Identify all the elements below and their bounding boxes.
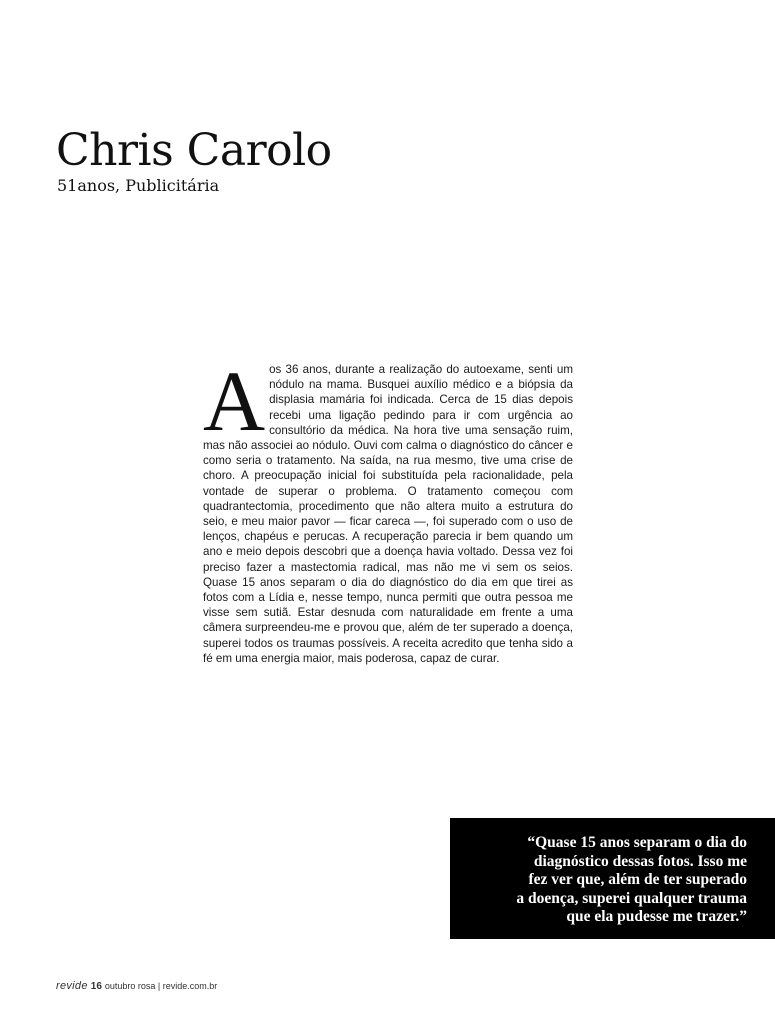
pull-quote-line: fez ver que, além de ter superado [528, 871, 747, 888]
footer-section: outubro rosa | revide.com.br [104, 981, 218, 991]
pull-quote [450, 834, 747, 927]
page-footer [56, 980, 217, 993]
profile-name: Chris Carolo [56, 125, 332, 176]
pull-quote-line: que ela pudesse me trazer.” [566, 908, 747, 925]
pull-quote-box [450, 818, 775, 939]
article-body [203, 353, 573, 666]
footer-page-number: 16 [90, 981, 102, 992]
profile-details: 51anos, Publicitária [57, 176, 220, 195]
pull-quote-line: a doença, superei qualquer trauma [516, 889, 747, 907]
article-text: os 36 anos, durante a realização do autoexame, senti um nódulo na mama. Busquei auxílio médico e a biópsia da displasia mamária foi indicada. Cerca de 15 dias depois recebi uma ligação pedindo para ir com urgência ao consultório da médica. Na hora tive uma sensação ruim, mas não associei ao nódulo. Ouvi com calma o diagnóstico do câncer e como seria o tratamento. Na saída, na rua mesmo, tive uma crise de choro. A preocupação inicial foi substituída pela racionalidade, pela vontade de superar o problema. O tratamento começou com quadrantectomia, procedimento que não altera muito a estrutura do seio, e meu maior pavor — ficar careca —, foi superado com o uso de lenços, chapéus e perucas. A recuperação parecia ir bem quando um ano e meio depois descobri que a doença havia voltado. Dessa vez foi preciso fazer a mastectomia radical, mas não me vi sem os seios. Quase 15 anos separam o dia do diagnóstico do dia em que tirei as fotos com a Lídia e, nesse tempo, nunca permiti que outra pessoa me visse sem sutiã. Estar desnuda com naturalidade em frente a uma câmera surpreendeu-me e provou que, além de ter superado a doença, superei todos os traumas possíveis. A receita acredito que tenha sido a fé em uma energia maior, mais poderosa, capaz de curar. [203, 363, 573, 665]
pull-quote-line: “Quase 15 anos separam o dia do [527, 834, 747, 851]
footer-brand: revide [56, 980, 88, 992]
article-dropcap: A [203, 353, 266, 449]
pull-quote-line: diagnóstico dessas fotos. Isso me [533, 852, 747, 870]
